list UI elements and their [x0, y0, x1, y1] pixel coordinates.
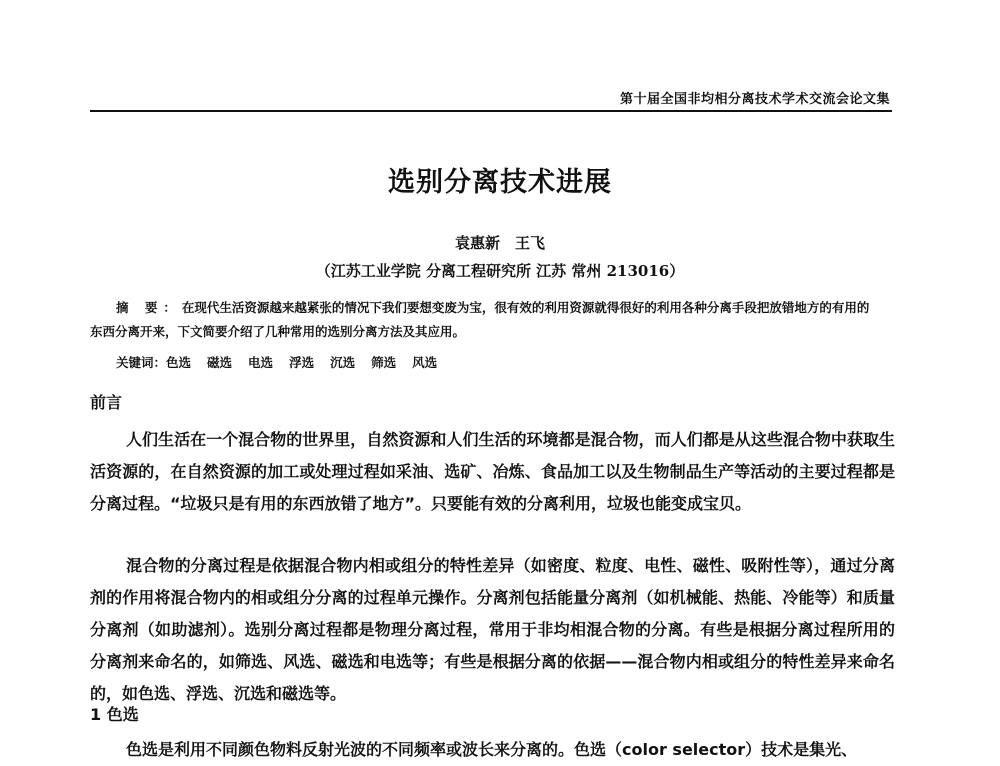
- keyword: 电选: [248, 355, 274, 370]
- header-rule: [90, 110, 892, 112]
- section-heading-foreword: 前言: [90, 393, 123, 412]
- body-paragraph: 色选是利用不同颜色物料反射光波的不同频率或波长来分离的。色选（color selector）技术是集光、: [126, 740, 858, 759]
- section-heading-color-sorting: 1 色选: [90, 705, 139, 724]
- keywords: [116, 353, 453, 371]
- keyword: 色选: [166, 355, 192, 370]
- keyword: 磁选: [207, 355, 233, 370]
- keyword: 沉选: [330, 355, 356, 370]
- keywords-label: 关键词：: [116, 355, 167, 370]
- paper-title: 选别分离技术进展: [388, 167, 612, 198]
- running-title: 第十届全国非均相分离技术学术交流会论文集: [619, 92, 890, 107]
- keyword: 浮选: [289, 355, 315, 370]
- keyword: 筛选: [371, 355, 397, 370]
- body-paragraph: 人们生活在一个混合物的世界里，自然资源和人们生活的环境都是混合物，而人们都是从这些混合物中获取生活资源的，在自然资源的加工或处理过程如采油、选矿、冶炼、食品加工以及生物制品生产等活动的主要过程都是分离过程。“垃圾只是有用的东西放错了地方”。只要能有效的分离利用，垃圾也能变成宝贝。: [90, 430, 895, 513]
- abstract-text: 在现代生活资源越来越紧张的情况下我们要想变废为宝，很有效的利用资源就得很好的利用各种分离手段把放错地方的有用的东西分离开来，下文简要介绍了几种常用的选别分离方法及其应用。: [90, 300, 870, 339]
- abstract-label: 摘 要：: [116, 300, 182, 315]
- abstract: [90, 296, 880, 344]
- paper-authors: 袁惠新 王飞: [454, 234, 545, 252]
- keyword: 风选: [412, 355, 438, 370]
- paper-affiliation: （江苏工业学院 分离工程研究所 江苏 常州 213016）: [315, 262, 685, 280]
- body-paragraph: 混合物的分离过程是依据混合物内相或组分的特性差异（如密度、粒度、电性、磁性、吸附性等），通过分离剂的作用将混合物内的相或组分分离的过程单元操作。分离剂包括能量分离剂（如机械能、热能、冷能等）和质量分离剂（如助滤剂）。选别分离过程都是物理分离过程，常用于非均相混合物的分离。有些是根据分离过程所用的分离剂来命名的，如筛选、风选、磁选和电选等；有些是根据分离的依据——混合物内相或组分的特性差异来命名的，如色选、浮选、沉选和磁选等。: [90, 556, 895, 703]
